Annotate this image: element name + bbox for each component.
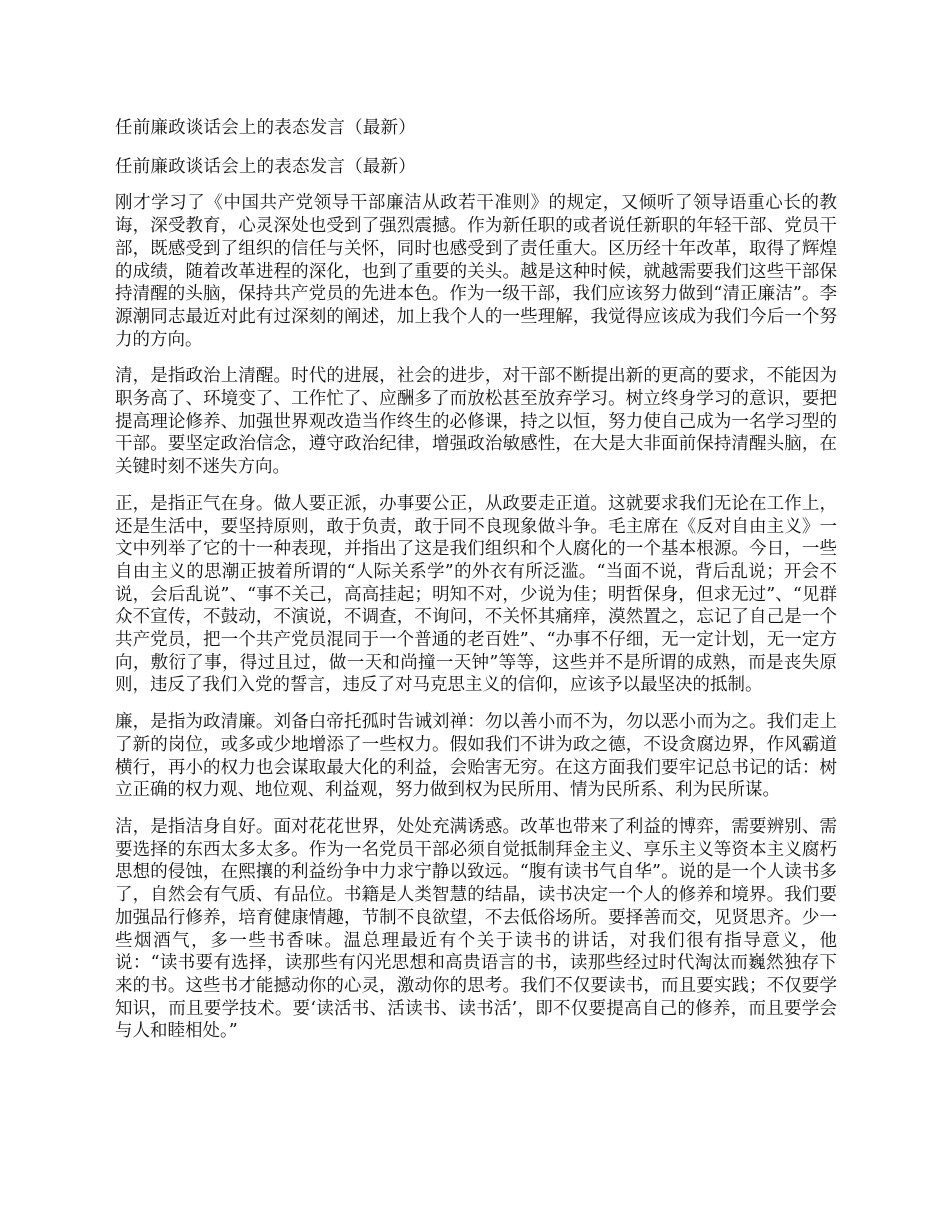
paragraph-jie: 洁，是指洁身自好。面对花花世界，处处充满诱惑。改革也带来了利益的博弈，需要辨别、需要选择的东西太多太多。作为一名党员干部必须自觉抵制拜金主义、享乐主义等资本主义腐朽思想的侵蚀，在熙攘的利益纷争中力求宁静以致远。“腹有读书气自华”。说的是一个人读书多了，自然会有气质、有品位。书籍是人类智慧的结晶，读书决定一个人的修养和境界。我们要加强品行修养，培育健康情趣，节制不良欲望，不去低俗场所。要择善而交，见贤思齐。少一些烟酒气，多一些书香味。温总理最近有个关于读书的讲话，对我们很有指导意义，他说：“读书要有选择，读那些有闪光思想和高贵语言的书，读那些经过时代淘汰而巍然独存下来的书。这些书才能撼动你的心灵，激动你的思考。我们不仅要读书，而且要实践；不仅要学知识，而且要学技术。要‘读活书、活读书、读书活’，即不仅要提高自己的修养，而且要学会与人和睦相处。” (115, 816, 837, 1042)
document-subtitle: 任前廉政谈话会上的表态发言（最新） (115, 156, 416, 177)
document-title: 任前廉政谈话会上的表态发言（最新） (115, 118, 416, 138)
document-page (115, 117, 837, 1057)
paragraph-lian: 廉，是指为政清廉。刘备白帝托孤时告诫刘禅：勿以善小而不为，勿以恶小而为之。我们走上了新的岗位，或多或少地增添了一些权力。假如我们不讲为政之德，不设贪腐边界，作风霸道横行，再小的权力也会谋取最大化的利益，会贻害无穷。在这方面我们要牢记总书记的话：树立正确的权力观、地位观、利益观，努力做到权为民所用、情为民所系、利为民所谋。 (115, 712, 837, 801)
paragraph-zheng: 正，是指正气在身。做人要正派，办事要公正，从政要走正道。这就要求我们无论在工作上，还是生活中，要坚持原则，敢于负责，敢于同不良现象做斗争。毛主席在《反对自由主义》一文中列举了它的十一种表现，并指出了这是我们组织和个人腐化的一个基本根源。今日，一些自由主义的思潮正披着所谓的“人际关系学”的外衣有所泛滥。“当面不说，背后乱说；开会不说，会后乱说”、“事不关己，高高挂起；明知不对，少说为佳；明哲保身，但求无过”、“见群众不宣传，不鼓动，不演说，不调查，不询问，不关怀其痛痒，漠然置之，忘记了自己是一个共产党员，把一个共产党员混同于一个普通的老百姓”、“办事不仔细，无一定计划，无一定方向，敷衍了事，得过且过，做一天和尚撞一天钟”等等，这些并不是所谓的成熟，而是丧失原则，违反了我们入党的誓言，违反了对马克思主义的信仰，应该予以最坚决的抵制。 (115, 493, 837, 696)
paragraph-intro: 刚才学习了《中国共产党领导干部廉洁从政若干准则》的规定，又倾听了领导语重心长的教诲，深受教育，心灵深处也受到了强烈震撼。作为新任职的或者说任新职的年轻干部、党员干部，既感受到了组织的信任与关怀，同时也感受到了责任重大。区历经十年改革，取得了辉煌的成绩，随着改革进程的深化，也到了重要的关头。越是这种时候，就越需要我们这些干部保持清醒的头脑，保持共产党员的先进本色。作为一级干部，我们应该努力做到“清正廉洁”。李源潮同志最近对此有过深刻的阐述，加上我个人的一些理解，我觉得应该成为我们今后一个努力的方向。 (115, 193, 837, 350)
paragraph-qing: 清，是指政治上清醒。时代的进展，社会的进步，对干部不断提出新的更高的要求，不能因为职务高了、环境变了、工作忙了、应酬多了而放松甚至放弃学习。树立终身学习的意识，要把提高理论修养、加强世界观改造当作终生的必修课，持之以恒，努力使自己成为一名学习型的干部。要坚定政治信念，遵守政治纪律，增强政治敏感性，在大是大非面前保持清醒头脑，在关键时刻不迷失方向。 (115, 366, 837, 478)
